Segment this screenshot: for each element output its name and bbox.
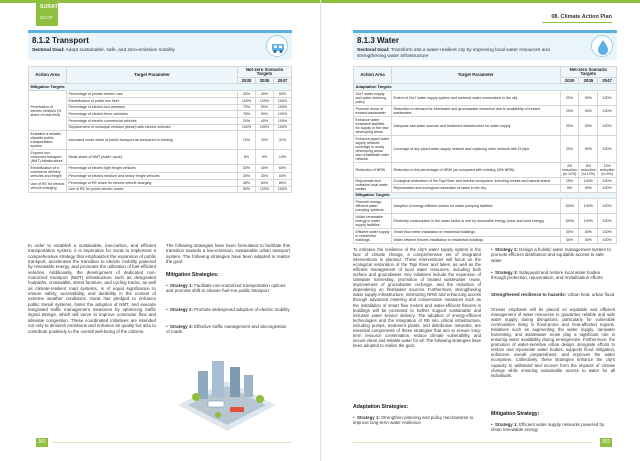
strategy-text: Strengthen planning and policy mechanisms to improve long-term water resilience (353, 415, 474, 426)
action-area: Electrification of e-commerce delivery vehicles and freight (29, 165, 67, 180)
header-accent-bar (321, 0, 640, 3)
target-value: 50% (579, 91, 598, 106)
target-param: Ecological restoration of the Tapi River and riverine ecosystem, including creeks and natural drains (392, 177, 561, 184)
target-value: 40% (256, 117, 274, 124)
paragraph: In order to establish a sustainable, low-carbon, and efficient transportation system, it is imperative for Surat to implement a comprehensive strategy that emphasizes the expansion of public transport, accelerates the transition to electric mobility powered by renewable energy, and promotes the utilization of fuel-efficient vehicles. Additionally, the development of dedicated non-motorized transport (NMT) infrastructure such as designated footpaths, crosswalks, street furniture, and cycling tracks, as well as climate-resilient road systems, is of equal significance to ensure safety, accessibility, and durability in the context of extreme weather conditions. Surat has pledged to enhance public transit systems, foster the adoption of NMT, and execute integrated traffic management measures by optimizing traffic signal timings, which will serve to improve commuter flow and alleviate congestion. These coordinated initiatives are intended not only to diminish emissions and enhance air quality but also to contribute positively to the overall well-being of the citizens. (28, 243, 156, 334)
table-row (29, 111, 292, 118)
action-area: Efficient water supply in residential buildings (354, 229, 392, 244)
chapter-underline (542, 22, 612, 23)
col-header-year: 2035 (256, 77, 274, 84)
target-value: 100% (598, 199, 617, 214)
strategy-label: Strategy 1: (495, 422, 518, 427)
strategy-item: • Strategy 3: Safeguard and restore local water bodies through protection, rejuvenation, and revitalization efforts (491, 270, 603, 281)
transport-body-col2 (166, 243, 290, 267)
target-value: 100% (598, 135, 617, 162)
col-header-year: 2047 (274, 77, 292, 84)
table-row (354, 162, 617, 177)
action-area: 24x7 water supply and water metering policy (354, 91, 392, 106)
target-param: Increased mode share of public transport as compared to existing (67, 131, 238, 150)
target-value: 10% (238, 131, 256, 150)
target-value: 50% (579, 236, 598, 243)
target-value: 30% (560, 236, 579, 243)
target-value: 30% (238, 91, 256, 98)
table-row (354, 91, 617, 106)
target-value: 100% (274, 111, 292, 118)
city-tab (36, 0, 58, 26)
target-value: 20% (238, 172, 256, 179)
chapter-title: 08. Climate Action Plan (551, 14, 612, 20)
strategy-item: • Strategy 2: Design a holistic water management system to promote efficient distribution and equitable access to safe water (491, 247, 611, 263)
action-area: Enhance piped water supply network coverage in newly developing areas and rehabilitate older network (354, 135, 392, 162)
target-value: 31% (274, 131, 292, 150)
strategy-item: • Strategy 1: Facilitate non-motorized transportation options and promote shift to cleaner fuel-run public transport (166, 283, 286, 294)
target-param: Electricity consumption in the water sector is met by renewable energy (solar and wind energy) (392, 214, 561, 229)
target-value: 40% (238, 180, 256, 187)
table-row (29, 124, 292, 131)
table-row (354, 116, 617, 135)
target-param: Percentage of electric two wheelers (67, 104, 238, 111)
col-header-param: Target Parameter (392, 67, 561, 84)
target-value: 50% (579, 116, 598, 135)
page-number: 301 (37, 439, 47, 445)
table-row (354, 135, 617, 162)
target-value: 100% (598, 116, 617, 135)
action-area: Penetration of electric vehicles (% share of total fleet) (29, 91, 67, 131)
col-header-year: 2030 (238, 77, 256, 84)
table-row (29, 97, 292, 104)
target-value: 80% (274, 180, 292, 187)
strategy-text: Facilitate non-motorized transportation options and promote shift to cleaner fuel-run public transport (166, 283, 286, 294)
water-section-header (353, 30, 617, 60)
group-row: Mitigation Targets (354, 192, 617, 199)
table-row (29, 91, 292, 98)
paragraph: Greater emphasis will be placed on equitable and efficient management of water resources to guarantee reliable and safe water supply during disruptions, particularly for vulnerable communities living in flood-prone and heat-affected regions. Initiatives such as augmenting the water supply, rainwater harvesting, and wastewater reuse play a significant role in ensuring water availability during emergencies. Furthermore, the promotion of water-sensitive urban design, alongside efforts to restore and rejuvenate water bodies, supports flood mitigation, enhances overall preparedness, and improves the water ecosystem. Collectively, these strategies enhance the city's capacity to withstand and recover from the impacts of climate change while ensuring sustainable access to water for all individuals. (491, 307, 615, 378)
target-value: 8% (238, 150, 256, 165)
target-value: 100% (256, 124, 274, 131)
target-value: 40% (256, 165, 274, 172)
strategy-item: • Strategy 2: Promote widespread adoption of electric mobility (166, 307, 290, 312)
strategy-text: Efficient water supply networks powered by clean renewable energy (491, 422, 605, 433)
col-header-year: 2035 (579, 77, 598, 84)
target-value: 5% (560, 185, 579, 192)
target-value: 60% (274, 165, 292, 172)
strategy-item: • Strategy 1: Efficient water supply networks powered by clean renewable energy (491, 422, 605, 433)
target-value: 75% (238, 111, 256, 118)
target-value: 60% (274, 172, 292, 179)
target-value: 50% (579, 185, 598, 192)
hazard-text: Urban heat, urban flood (567, 292, 615, 297)
target-value: 20% (560, 116, 579, 135)
water-targets-table (353, 66, 617, 244)
paragraph: The following strategies have been formulated to facilitate this transition towards a low-emission, sustainable urban transport system. The following strategies have been adapted to realize the goal: (166, 243, 290, 265)
goal-label: Sectoral Goal: (357, 48, 390, 53)
strategy-text: Effective traffic management and decongestion of roads (166, 324, 287, 335)
footer-line (353, 442, 593, 443)
target-value: 100% (598, 177, 617, 184)
transport-section-header (28, 30, 292, 60)
col-header-year: 2047 (598, 77, 617, 84)
section-title: 8.1.3 Water (357, 36, 399, 45)
target-value: 60% (274, 91, 292, 98)
target-value: 9% (256, 150, 274, 165)
target-value: 100% (598, 214, 617, 229)
goal-text: Transform into a water-resilient city by improving local water resources and strengthening water infrastructure (357, 48, 550, 59)
target-value: 100% (256, 97, 274, 104)
target-value: 100% (274, 97, 292, 104)
target-value: 8% reduction (to 10%) (580, 163, 596, 176)
col-header-year: 2030 (560, 77, 579, 84)
col-header-targets: Net-zero Scenario Targets (560, 67, 616, 78)
table-row (354, 229, 617, 236)
target-param: Replacement of municipal vehicles (diesel) with electric vehicles (67, 124, 238, 131)
group-row: Mitigation Targets (29, 84, 292, 91)
table-row (29, 150, 292, 165)
table-row (354, 236, 617, 243)
adaptation-strategies-heading: Adaptation Strategies: (353, 404, 409, 410)
target-param: Percentage of RE share for electric vehicle charging (67, 180, 238, 187)
target-value: 100% (579, 214, 598, 229)
sectoral-goal (32, 48, 232, 54)
target-param: Percentage of electric light freight vehicles (67, 165, 238, 172)
water-body-col2 (491, 307, 615, 381)
target-value: 100% (579, 199, 598, 214)
transport-body-col1 (28, 243, 156, 337)
target-value: 100% (274, 124, 292, 131)
action-area: Reduction of NRW (354, 162, 392, 177)
section-title: 8.1.2 Transport (32, 36, 89, 45)
target-value: 100% (274, 186, 292, 193)
target-value: 75% (238, 104, 256, 111)
strategy-text: Promote widespread adoption of electric mobility (194, 307, 290, 312)
target-value: 100% (256, 186, 274, 193)
target-value: 4% reduction (to 14%) (562, 163, 577, 176)
page-number: 302 (601, 439, 611, 445)
target-value: 20% (560, 135, 579, 162)
target-param: Extent of 24x7 water supply system and metered water connections in the city (392, 91, 561, 106)
table-row (354, 177, 617, 184)
target-param: Electrification of public bus fleet (67, 97, 238, 104)
group-row: Adaptation Targets (354, 84, 617, 91)
target-value: 90% (256, 104, 274, 111)
table-row (29, 180, 292, 187)
target-value: 20% (256, 131, 274, 150)
target-value: 100% (560, 214, 579, 229)
strategy-label: Strategy 3: (170, 324, 193, 329)
table-row (29, 186, 292, 193)
hazards-line (491, 292, 615, 297)
target-param: Reduction in demand for freshwater and groundwater extraction due to availability of treated wastewater (392, 106, 561, 117)
target-param: Rejuvenation and ecological restoration of lakes in the city (392, 185, 561, 192)
table-row (29, 165, 292, 172)
action-area: Utilize renewable energy in water supply facilities (354, 214, 392, 229)
target-param: Adequate raw water sources and treatment infrastructure for water supply (392, 116, 561, 135)
target-param: Coverage of any piped water supply network and replacing older network with DI pipe (392, 135, 561, 162)
target-value: 20% (560, 91, 579, 106)
target-value: 100% (579, 177, 598, 184)
target-value: 30% (238, 165, 256, 172)
target-value: 50% (238, 186, 256, 193)
paragraph: To enhance the resilience of the city's water supply system in the face of climate change, a comprehensive set of integrated interventions is planned. These interventions will focus on the ecological restoration of the Tapi River and lakes, as well as the efficient management of local water resources, including both surface and groundwater. Key initiatives include the expansion of rainwater harvesting, promotion of treated wastewater reuse, improvement of groundwater recharge, and the reduction of dependency on freshwater sources. Furthermore, strengthening water supply infrastructure, minimizing NRW and enhancing access through advanced metering and conservation measures such as the installation of smart flow meters and water-efficient fixtures in buildings will be promoted to further support sustainable and inclusive water service delivery. The adoption of energy-efficient technologies and the integration of RE into critical infrastructure, including pumps, treatment plants, and distribution networks, are essential components of these strategies that aim to ensure long-term resource conservation, reduce climate vulnerability, and secure clean and reliable water for all. The following strategies have been adopted to realize the goal: (353, 247, 481, 348)
target-param: Use of RE for public electric buses (67, 186, 238, 193)
table-row (354, 185, 617, 192)
strategy-label: Strategy 2: (170, 307, 193, 312)
target-value: 100% (598, 185, 617, 192)
table-row (29, 104, 292, 111)
water-body-col1 (353, 247, 481, 351)
col-header-action: Action Area (354, 67, 392, 84)
target-value: 100% (598, 229, 617, 236)
table-row (354, 106, 617, 117)
transport-icon (266, 35, 288, 57)
mitigation-strategy-heading: Mitigation Strategy: (491, 411, 540, 417)
strategy-item: • Strategy 1: Strengthen planning and policy mechanisms to improve long-term water resilience (353, 415, 474, 426)
target-value: 60% (256, 180, 274, 187)
water-drop-icon (591, 35, 613, 57)
target-value: 100% (238, 97, 256, 104)
target-value: 10% (274, 150, 292, 165)
action-area: Enhance water treatment facilities for supply in the new developing areas (354, 116, 392, 135)
target-value: 20% (238, 117, 256, 124)
target-value: 30% (256, 172, 274, 179)
table-row (354, 214, 617, 229)
target-param: Water efficient fixtures installation in residential buildings (392, 236, 561, 243)
target-param: Adoption of energy efficient motors for water pumping facilities (392, 199, 561, 214)
target-value: 100% (598, 91, 617, 106)
target-value: 100% (238, 124, 256, 131)
table-row (29, 117, 292, 124)
target-value: 20% (560, 106, 579, 117)
col-header-param: Target Parameter (67, 67, 238, 84)
goal-text: Adopt sustainable, safe, and zero-emission mobility (65, 48, 175, 53)
target-value: 50% (579, 135, 598, 162)
strategy-text: Design a holistic water management system to promote efficient distribution and equitable access to safe water (491, 247, 611, 263)
target-value: 100% (560, 199, 579, 214)
target-param: Reduction in the percentage of NRW (as compared with existing 18% NRW) (392, 162, 561, 177)
action-area: Promote reuse of treated wastewater (354, 106, 392, 117)
footer-line (52, 442, 292, 443)
strategy-label: Strategy 3: (495, 270, 518, 275)
target-value: 100% (274, 117, 292, 124)
table-row (354, 199, 617, 214)
table-row (29, 172, 292, 179)
target-value: 50% (579, 106, 598, 117)
target-param: Percentage of private electric cars (67, 91, 238, 98)
transport-targets-table (28, 66, 292, 193)
strategy-text: Safeguard and restore local water bodies through protection, rejuvenation, and revitalization efforts (491, 270, 603, 281)
col-header-targets: Net-zero Scenario Targets (238, 67, 292, 78)
transport-illustration (168, 353, 286, 435)
target-value: 40% (256, 91, 274, 98)
strategy-label: Strategy 1: (357, 415, 380, 420)
sectoral-goal (357, 48, 557, 60)
target-value: 100% (274, 104, 292, 111)
target-value: 30% (560, 229, 579, 236)
target-value: 50% (579, 229, 598, 236)
table-row (29, 131, 292, 150)
action-area: Promote energy-efficient water pumping systems (354, 199, 392, 214)
target-param: Smart flow meter installation in residential buildings (392, 229, 561, 236)
strategy-label: Strategy 2: (495, 247, 518, 252)
target-value: 90% (256, 111, 274, 118)
city-name: SURAT (40, 4, 58, 10)
action-area: Rejuvenate and revitalize local water bodies (354, 177, 392, 192)
target-value: 15% (560, 177, 579, 184)
mitigation-strategies-heading: Mitigation Strategies: (166, 272, 219, 278)
target-param: Percentage of electric three wheelers (67, 111, 238, 118)
target-value: 100% (598, 236, 617, 243)
col-header-action: Action Area (29, 67, 67, 84)
target-value: 100% (598, 106, 617, 117)
right-page (320, 0, 640, 461)
goal-label: Sectoral Goal: (32, 48, 65, 53)
action-area: Use of RE for electric vehicle charging (29, 180, 67, 193)
action-area: Expand non-motorized transport (NMT) infrastructure (29, 150, 67, 165)
city-subtitle: CCAP (40, 15, 53, 20)
action-area: Establish a reliable, citywide public transportation system (29, 131, 67, 150)
hazard-label: Strengthened resilience to hazards: (491, 292, 567, 297)
target-param: Percentage of electric commercial vehicles (67, 117, 238, 124)
target-value: 13% reduction (to 5%) (599, 163, 615, 176)
strategy-label: Strategy 1: (170, 283, 193, 288)
target-param: Percentage of electric medium and heavy freight vehicles (67, 172, 238, 179)
strategy-item: • Strategy 3: Effective traffic management and decongestion of roads (166, 324, 287, 335)
target-param: Mode share of NMT (walk+ cycle) (67, 150, 238, 165)
